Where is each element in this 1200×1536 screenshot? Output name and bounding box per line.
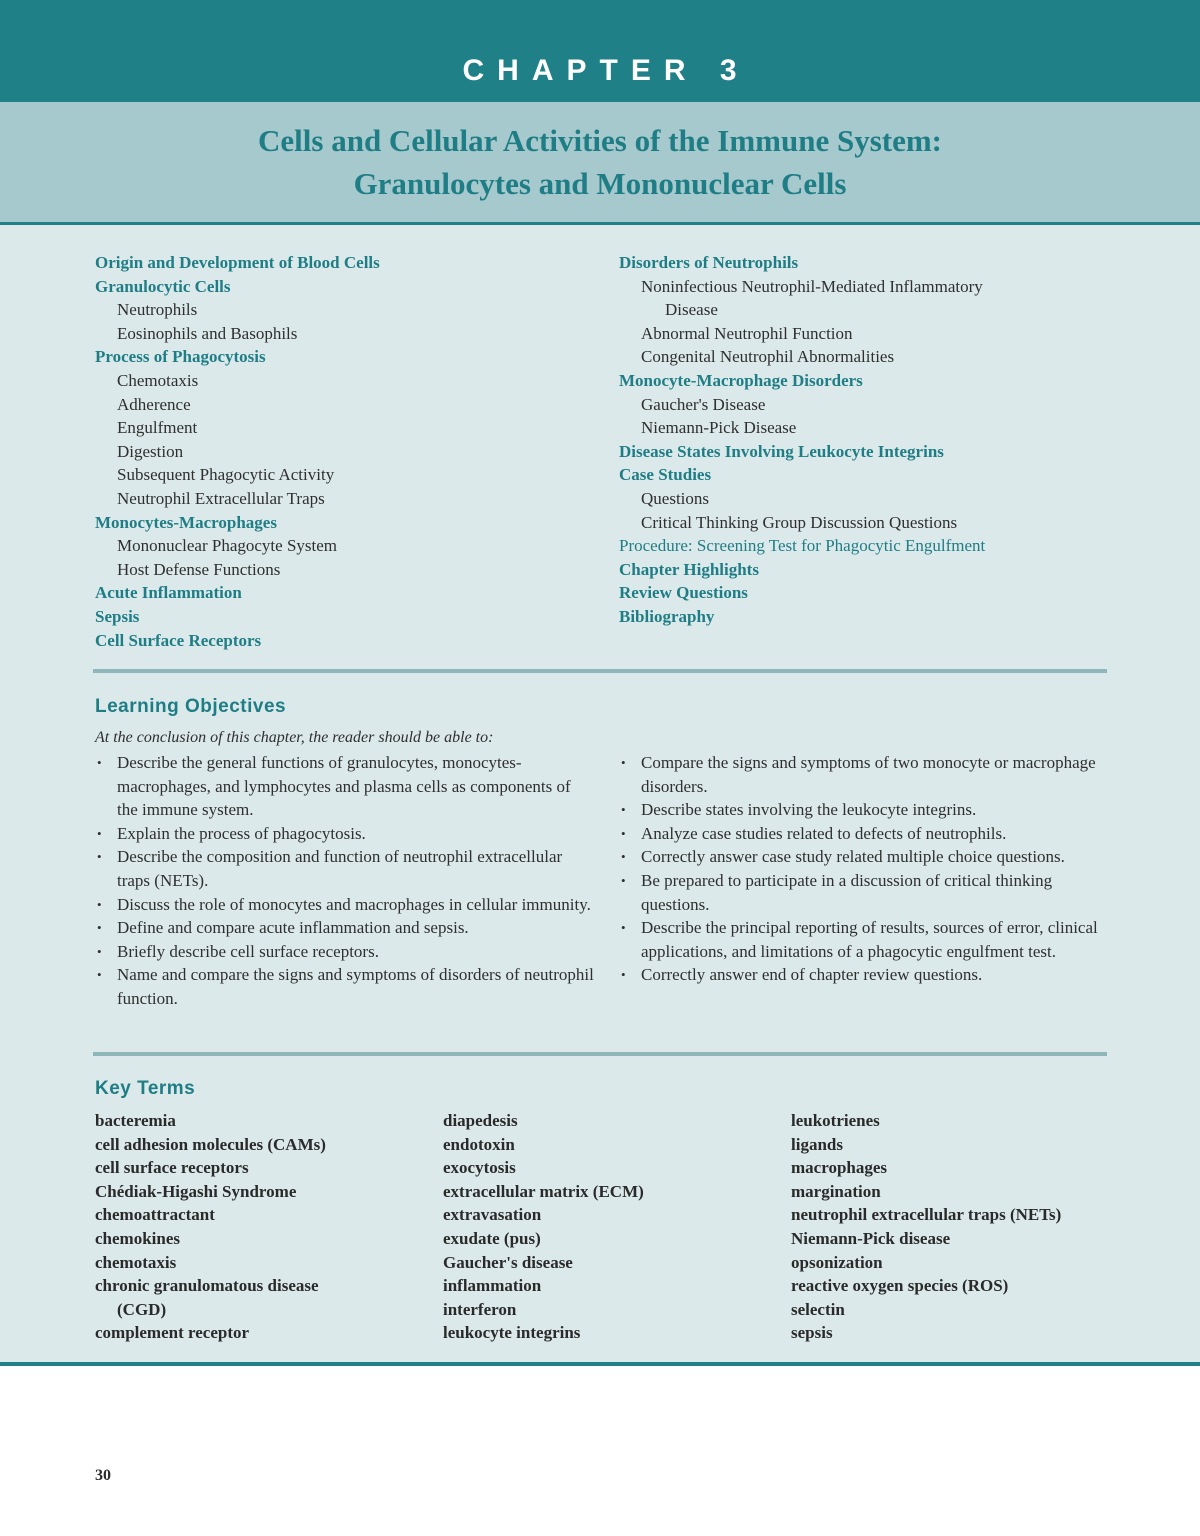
outline-heading: Acute Inflammation (95, 583, 242, 603)
objective-text: Describe states involving the leukocyte integrins. (641, 800, 977, 820)
key-term: opsonization (791, 1252, 883, 1272)
outline-heading: Origin and Development of Blood Cells (95, 253, 380, 272)
key-term: leukocyte integrins (443, 1323, 581, 1343)
bullet-icon: • (621, 967, 626, 983)
bullet-icon: • (621, 920, 626, 936)
outline-heading: Chapter Highlights (619, 559, 759, 579)
outline-subitem: Questions (641, 488, 709, 508)
key-term: cell adhesion molecules (CAMs) (95, 1134, 326, 1154)
key-term: margination (791, 1181, 881, 1201)
key-term: Gaucher's disease (443, 1252, 573, 1272)
outline-heading: Procedure: Screening Test for Phagocytic Engulfment (619, 536, 986, 556)
bullet-icon: • (621, 872, 626, 888)
key-term: exocytosis (443, 1158, 516, 1178)
key-terms-column-1 (95, 1109, 425, 1345)
learning-objectives-heading: Learning Objectives (95, 696, 287, 717)
outline-heading: Granulocytic Cells (95, 276, 231, 296)
key-term: chemoattractant (95, 1205, 215, 1225)
bullet-icon: • (97, 825, 102, 841)
key-term: chemotaxis (95, 1252, 177, 1272)
key-term: complement receptor (95, 1323, 250, 1343)
key-term: cell surface receptors (95, 1158, 249, 1178)
objective-text: Analyze case studies related to defects of neutrophils. (641, 823, 1007, 843)
objective-item (619, 798, 1119, 822)
key-term: Niemann-Pick disease (791, 1228, 951, 1248)
objective-item (619, 963, 1119, 987)
bullet-icon: • (621, 802, 626, 818)
section-divider (93, 669, 1107, 673)
key-term: sepsis (791, 1323, 833, 1343)
outline-heading: Case Studies (619, 465, 712, 485)
chapter-outline-right (619, 251, 1119, 629)
key-term: Chédiak-Higashi Syndrome (95, 1181, 297, 1201)
outline-subitem: Niemann-Pick Disease (641, 418, 797, 438)
chapter-outline-left (95, 251, 575, 652)
key-term: reactive oxygen species (ROS) (791, 1276, 1009, 1296)
outline-subitem: Eosinophils and Basophils (117, 323, 298, 343)
outline-subitem: Adherence (117, 394, 191, 414)
outline-subitem: Host Defense Functions (117, 559, 281, 579)
bullet-icon: • (97, 849, 102, 865)
key-term: neutrophil extracellular traps (NETs) (791, 1205, 1062, 1225)
objective-text: Correctly answer end of chapter review questions. (641, 965, 983, 985)
bullet-icon: • (621, 825, 626, 841)
outline-heading: Monocyte-Macrophage Disorders (619, 370, 863, 390)
outline-heading: Disease States Involving Leukocyte Integrins (619, 441, 944, 461)
objective-text: Name and compare the signs and symptoms of disorders of neutrophil function. (117, 965, 594, 1008)
chapter-title-line-2: Granulocytes and Mononuclear Cells (353, 166, 847, 201)
key-term: extravasation (443, 1205, 542, 1225)
objective-text: Correctly answer case study related multiple choice questions. (641, 847, 1065, 867)
objective-item (95, 822, 595, 846)
outline-subitem: Abnormal Neutrophil Function (641, 323, 853, 343)
outline-subitem: Disease (665, 300, 718, 320)
objective-item (95, 940, 595, 964)
objective-text: Define and compare acute inflammation and sepsis. (117, 918, 469, 938)
outline-heading: Bibliography (619, 606, 715, 626)
objective-item (95, 751, 595, 822)
outline-subitem: Neutrophil Extracellular Traps (117, 488, 325, 508)
objective-item (619, 869, 1119, 916)
key-terms-heading: Key Terms (95, 1078, 196, 1099)
bullet-icon: • (97, 896, 102, 912)
key-term: chemokines (95, 1228, 180, 1248)
bullet-icon: • (621, 755, 626, 770)
objective-item (95, 845, 595, 892)
bullet-icon: • (97, 967, 102, 983)
outline-subitem: Neutrophils (117, 300, 198, 320)
outline-heading: Monocytes-Macrophages (95, 512, 277, 532)
title-band (0, 102, 1200, 225)
outline-heading: Disorders of Neutrophils (619, 253, 799, 272)
key-term: interferon (443, 1299, 517, 1319)
objective-item (95, 963, 595, 1010)
section-divider (93, 1052, 1107, 1056)
outline-subitem: Chemotaxis (117, 370, 199, 390)
outline-subitem: Critical Thinking Group Discussion Questions (641, 512, 958, 532)
learning-objectives-intro: At the conclusion of this chapter, the reader should be able to: (95, 729, 494, 746)
key-term: selectin (791, 1299, 845, 1319)
key-term: leukotrienes (791, 1111, 880, 1130)
key-term: extracellular matrix (ECM) (443, 1181, 644, 1201)
outline-heading: Cell Surface Receptors (95, 630, 262, 650)
learning-objectives-left (95, 751, 595, 1011)
key-terms-column-2 (443, 1109, 773, 1345)
objective-item (619, 751, 1119, 798)
outline-heading: Process of Phagocytosis (95, 347, 266, 367)
bullet-icon: • (97, 920, 102, 936)
outline-subitem: Digestion (117, 441, 184, 461)
objective-text: Explain the process of phagocytosis. (117, 823, 366, 843)
bullet-icon: • (621, 849, 626, 865)
objective-item (95, 893, 595, 917)
outline-subitem: Engulfment (117, 418, 198, 438)
outline-subitem: Subsequent Phagocytic Activity (117, 465, 335, 485)
page-number: 30 (95, 1467, 111, 1484)
objective-text: Describe the composition and function of neutrophil extracellular traps (NETs). (117, 847, 563, 890)
outline-subitem: Noninfectious Neutrophil-Mediated Inflammatory (641, 276, 983, 296)
learning-objectives-right (619, 751, 1119, 987)
objective-text: Compare the signs and symptoms of two monocyte or macrophage disorders. (641, 753, 1096, 796)
objective-item (95, 916, 595, 940)
chapter-label: CHAPTER 3 (462, 54, 750, 87)
chapter-band (0, 0, 1200, 102)
objective-text: Describe the general functions of granulocytes, monocytes-macrophages, and lymphocytes and plasma cells as components of the immune system. (117, 753, 571, 820)
key-term: ligands (791, 1134, 843, 1154)
key-terms-column-3 (791, 1109, 1121, 1345)
key-term: endotoxin (443, 1134, 515, 1154)
objective-item (619, 845, 1119, 869)
key-term: inflammation (443, 1276, 542, 1296)
bullet-icon: • (97, 755, 102, 770)
key-term: chronic granulomatous disease (95, 1276, 319, 1296)
key-term: macrophages (791, 1158, 888, 1178)
outline-subitem: Mononuclear Phagocyte System (117, 536, 338, 556)
outline-heading: Sepsis (95, 606, 140, 626)
objective-item (619, 822, 1119, 846)
key-term: (CGD) (117, 1299, 167, 1319)
key-term: diapedesis (443, 1111, 518, 1130)
outline-subitem: Congenital Neutrophil Abnormalities (641, 347, 895, 367)
objective-item (619, 916, 1119, 963)
outline-heading: Review Questions (619, 583, 748, 603)
key-term: bacteremia (95, 1111, 176, 1130)
bullet-icon: • (97, 943, 102, 959)
key-term: exudate (pus) (443, 1228, 541, 1248)
objective-text: Discuss the role of monocytes and macrophages in cellular immunity. (117, 894, 591, 914)
objective-text: Describe the principal reporting of results, sources of error, clinical applications, and limitations of a phagocytic engulfment test. (641, 918, 1098, 961)
outline-subitem: Gaucher's Disease (641, 394, 766, 414)
objective-text: Briefly describe cell surface receptors. (117, 941, 379, 961)
objective-text: Be prepared to participate in a discussion of critical thinking questions. (641, 870, 1053, 914)
chapter-title-line-1: Cells and Cellular Activities of the Immune System: (258, 123, 942, 158)
